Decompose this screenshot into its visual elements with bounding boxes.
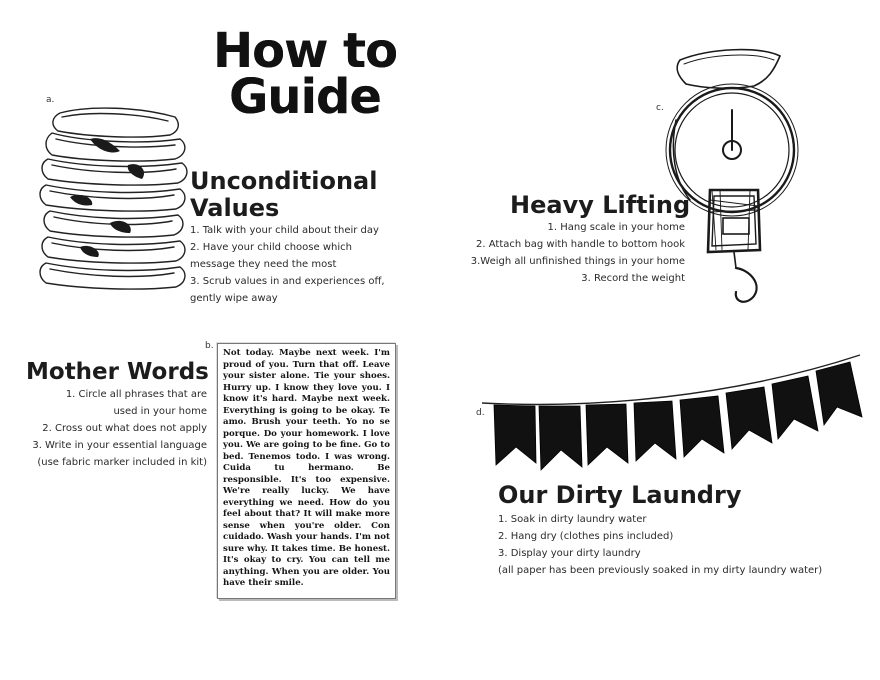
section-letter-b: b. [205,341,214,351]
step-item: 1. Circle all phrases that are [65,389,207,400]
heading-line-1: Unconditional [190,167,378,195]
heading-line-2: Values [190,194,280,222]
heavy-lifting-steps [471,219,685,287]
step-item: 3. Write in your essential language [32,440,207,451]
mother-words-heading: Mother Words [26,359,209,385]
heavy-lifting-heading: Heavy Lifting [510,191,691,219]
step-item: 2. Cross out what does not apply [42,423,207,434]
guide-title [205,23,405,125]
folded-towels-illustration [30,105,200,305]
unconditional-values-steps [190,222,385,307]
step-item: (all paper has been previously soaked in my dirty laundry water) [498,565,823,576]
section-letter-d: d. [476,408,485,418]
step-item: 1. Hang scale in your home [547,222,685,233]
section-letter-c: c. [656,103,664,113]
bunting-banner-illustration [482,335,862,485]
step-item: 2. Attach bag with handle to bottom hook [476,239,685,250]
unconditional-values-heading [190,168,377,222]
mother-words-text: Not today. Maybe next week. I'm proud of you. Turn that off. Leave your sister alone. Tie your shoes. Hurry up. I know they love you. I know it's hard. Maybe next week. Everything is going to be okay. Te amo. Brush your teeth. Yo no se porque. Do your homework. I love you. We are going to be fine. Go to bed. Tenemos todo. I was wrong. Cuida tu hermano. Be responsible. It's too expensive. We're really lucky. We have everything we need. How do you feel about that? It will make more sense when you're older. Con cuidado. Wash your hands. I'm not sure why. It takes time. Be honest. It's okay to cry. You can tell me anything. When you are older. You have their smile. [223,348,390,588]
step-item: 3. Scrub values in and experiences off, [190,276,385,287]
title-line-1: How to [212,23,398,79]
step-item: 3. Display your dirty laundry [498,548,641,559]
section-letter-a: a. [46,95,55,105]
step-item: gently wipe away [190,293,278,304]
dirty-laundry-heading: Our Dirty Laundry [498,481,742,509]
step-item: used in your home [113,406,207,417]
step-item: 1. Soak in dirty laundry water [498,514,647,525]
step-item: (use fabric marker included in kit) [37,457,207,468]
step-item: 2. Hang dry (clothes pins included) [498,531,674,542]
step-item: 3. Record the weight [581,273,685,284]
mother-words-card [217,343,396,599]
title-line-2: Guide [229,69,381,125]
dirty-laundry-steps [498,511,822,579]
mother-words-steps [32,386,207,471]
step-item: 1. Talk with your child about their day [190,225,379,236]
step-item: 3.Weigh all unfinished things in your home [470,256,685,267]
step-item: 2. Have your child choose which [190,242,352,253]
step-item: message they need the most [190,259,337,270]
